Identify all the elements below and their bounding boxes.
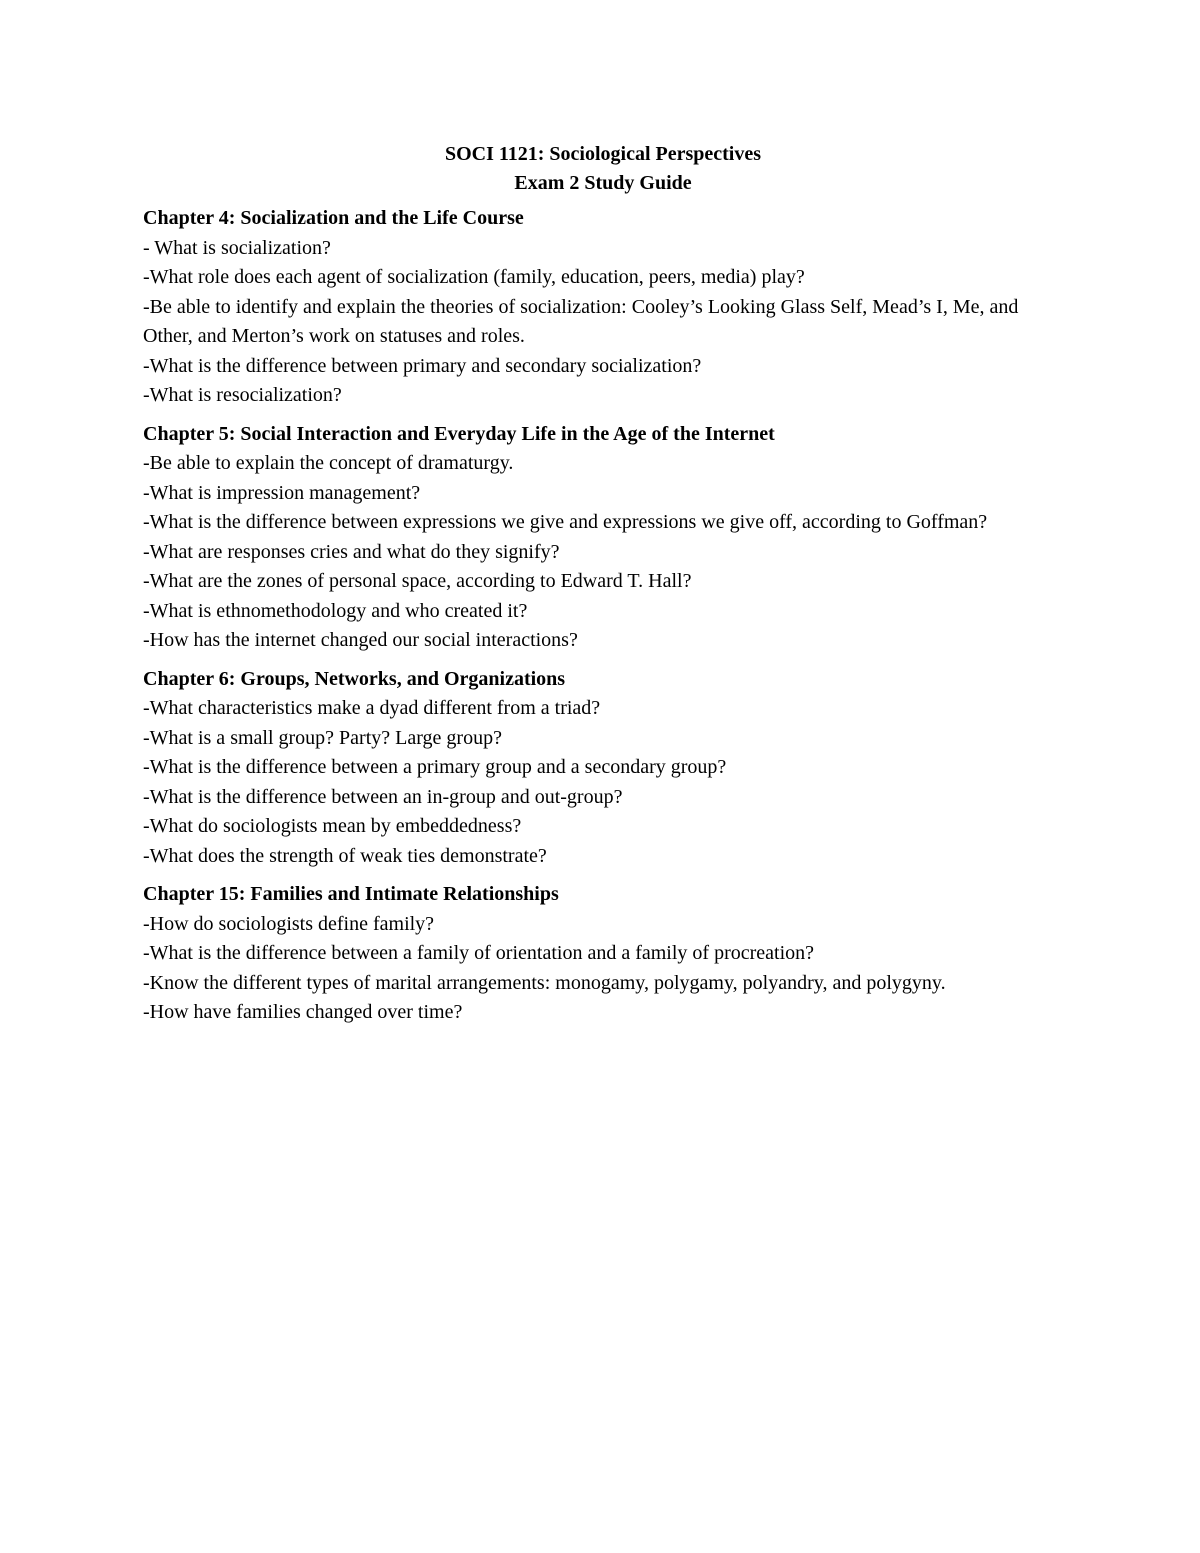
question-item: -What is the difference between a family of orientation and a family of procreation? xyxy=(143,942,815,964)
section-heading: Chapter 4: Socialization and the Life Course xyxy=(143,207,524,229)
section-chapter-15 xyxy=(143,880,1063,1028)
question-item: - What is socialization? xyxy=(143,236,331,259)
question-item: -What is the difference between expressions we give and expressions we give off, according to Goffman? xyxy=(143,511,988,533)
question-item: -What is ethnomethodology and who created it? xyxy=(143,599,528,622)
question-item: -What is the difference between an in-group and out-group? xyxy=(143,785,623,808)
question-item: -How do sociologists define family? xyxy=(143,912,435,935)
question-item: -How have families changed over time? xyxy=(143,1001,463,1023)
question-item: -What is resocialization? xyxy=(143,384,342,406)
section-chapter-5 xyxy=(143,420,1063,656)
section-heading: Chapter 5: Social Interaction and Everyday Life in the Age of the Internet xyxy=(143,422,775,445)
question-item: -Be able to identify and explain the theories of socialization: Cooley’s Looking Glass Self, Mead’s I, Me, and Other, and Merton’s work on statuses and roles. xyxy=(143,295,1019,347)
document-subtitle: Exam 2 Study Guide xyxy=(514,172,692,194)
question-item: -What is the difference between a primary group and a secondary group? xyxy=(143,756,727,778)
question-item: -What does the strength of weak ties demonstrate? xyxy=(143,844,547,867)
document-header xyxy=(143,140,1063,198)
question-item: -What characteristics make a dyad different from a triad? xyxy=(143,697,601,719)
section-chapter-4 xyxy=(143,204,1063,411)
question-item: -What do sociologists mean by embeddedness? xyxy=(143,815,522,837)
question-item: -What is a small group? Party? Large group? xyxy=(143,726,502,749)
question-item: -How has the internet changed our social interactions? xyxy=(143,629,578,651)
document-page xyxy=(143,140,1063,1037)
section-heading: Chapter 6: Groups, Networks, and Organizations xyxy=(143,667,566,690)
question-item: -What is the difference between primary and secondary socialization? xyxy=(143,354,702,377)
question-item: -Be able to explain the concept of dramaturgy. xyxy=(143,452,514,474)
question-item: -What is impression management? xyxy=(143,481,421,504)
question-item: -What are the zones of personal space, according to Edward T. Hall? xyxy=(143,570,692,592)
question-item: -Know the different types of marital arrangements: monogamy, polygamy, polyandry, and polygyny. xyxy=(143,971,946,994)
course-title: SOCI 1121: Sociological Perspectives xyxy=(444,143,762,165)
question-item: -What role does each agent of socialization (family, education, peers, media) play? xyxy=(143,266,805,288)
question-item: -What are responses cries and what do they signify? xyxy=(143,540,560,563)
section-heading: Chapter 15: Families and Intimate Relationships xyxy=(143,883,559,905)
section-chapter-6 xyxy=(143,665,1063,872)
